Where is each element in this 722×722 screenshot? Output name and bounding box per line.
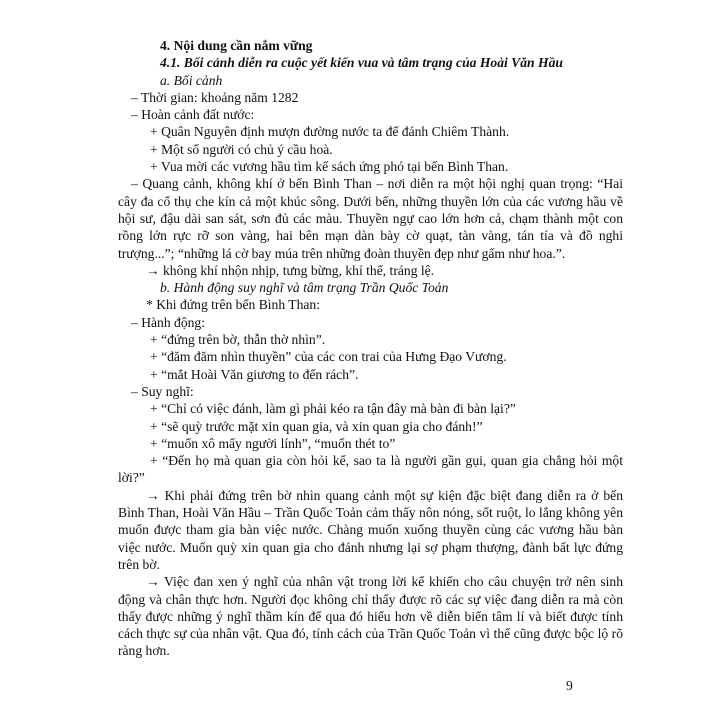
text-block: 4. Nội dung cần nắm vững xyxy=(160,38,313,53)
text-block: b. Hành động suy nghĩ và tâm trạng Trần Quốc Toản xyxy=(160,280,449,296)
text-block: + “sẽ quỳ trước mặt xin quan gia, và xin quan gia cho đánh!” xyxy=(150,418,483,434)
text-block: – Suy nghĩ: xyxy=(131,383,194,399)
page-content xyxy=(118,37,623,660)
text-block: – Thời gian: khoảng năm 1282 xyxy=(131,89,299,105)
text-block: + Quân Nguyên định mượn đường nước ta để đánh Chiêm Thành. xyxy=(150,124,510,140)
text-block: – Quang cảnh, không khí ở bến Bình Than – nơi diễn ra một hội nghị quan trọng: “Hai cây đa cổ thụ che kín cả một khúc sông. Dưới bến, những thuyền lớn của các vương hầu về hội sư, đậu dài san sát, sơn đủ các màu. Thuyền ngự cao lớn hơn cả, chạm thành một con rồng lớn rực rỡ son vàng, hai bên mạn dàn bày cờ quạt, tàn vàng, tán tía và đồ nghi trượng...”; “những lá cờ bay múa trên những đoàn thuyền đẹp như gấm như hoa.”. xyxy=(118,176,623,261)
text-block: → Khi phải đứng trên bờ nhìn quang cảnh một sự kiện đặc biệt đang diễn ra ở bến Bình Than, Hoài Văn Hầu – Trần Quốc Toản cảm thấy nôn nóng, sốt ruột, lo lắng không yên muốn được tham gia bàn việc nước. Chàng muốn xuống thuyền cùng các vương hầu bàn việc nước. Muốn quỳ xin quan gia cho đánh nhưng lại sợ phạm thượng, đành bất lực đứng trên bờ. xyxy=(118,487,623,572)
text-block: + Vua mời các vương hầu tìm kế sách ứng phó tại bến Bình Than. xyxy=(150,159,509,175)
text-block: → không khí nhộn nhịp, tưng bừng, khí thế, tráng lệ. xyxy=(146,262,435,278)
text-block: + “đứng trên bờ, thẫn thờ nhìn”. xyxy=(150,332,326,348)
text-block: * Khi đứng trên bến Bình Than: xyxy=(146,297,320,313)
text-block: + “mắt Hoài Văn giương to đến rách”. xyxy=(150,366,359,382)
text-block: + “Chỉ có việc đánh, làm gì phải kéo ra tận đây mà bàn đi bàn lại?” xyxy=(150,401,516,417)
text-block: + “Đến họ mà quan gia còn hỏi kế, sao ta là người gần gụi, quan gia chẳng hỏi một lời?” xyxy=(118,453,623,486)
text-block: 4.1. Bối cảnh diễn ra cuộc yết kiến vua và tâm trạng của Hoài Văn Hầu xyxy=(160,55,563,71)
text-block: + Một số người có chủ ý cầu hoà. xyxy=(150,141,333,157)
text-block: → Việc đan xen ý nghĩ của nhân vật trong lời kể khiến cho câu chuyện trở nên sinh động và chân thực hơn. Người đọc không chỉ thấy được rõ các sự việc đang diễn ra mà còn thấy được những ý nghĩ thầm kín để qua đó hiểu hơn về diễn biến tâm lí và biết được tính cách thực sự của nhân vật. Qua đó, tính cách của Trần Quốc Toản vì thế cũng được bộc lộ rõ ràng hơn. xyxy=(118,574,623,659)
text-block: + “đăm đăm nhìn thuyền” của các con trai của Hưng Đạo Vương. xyxy=(150,349,507,365)
text-block: – Hành động: xyxy=(131,314,206,330)
text-block: a. Bối cảnh xyxy=(160,72,223,88)
page-number: 9 xyxy=(566,678,573,693)
text-block: – Hoàn cảnh đất nước: xyxy=(131,107,255,123)
text-block: + “muốn xô mấy người lính”, “muốn thét to” xyxy=(150,435,396,451)
